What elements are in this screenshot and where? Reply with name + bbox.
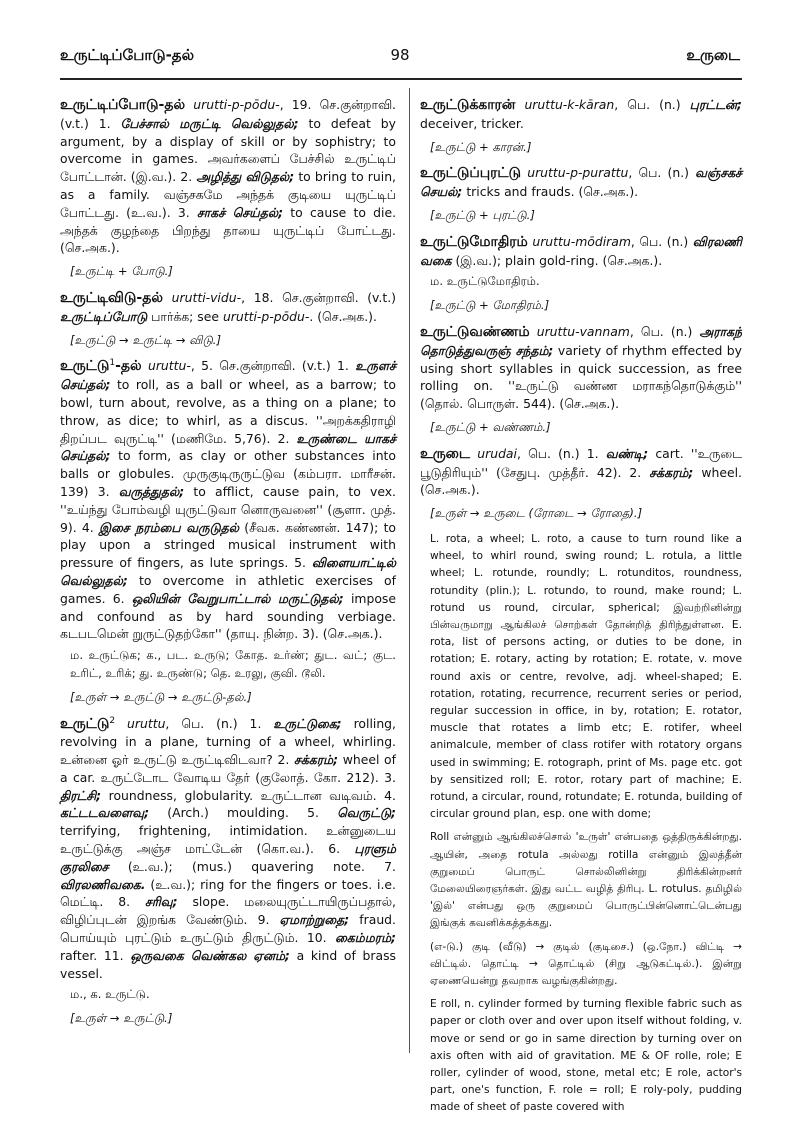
entry-uruttividu: [60, 289, 396, 349]
text: , பெ. (n.): [628, 165, 696, 181]
definition: சக்கரம்;: [294, 752, 339, 768]
text: , பெ. (n.): [614, 97, 690, 112]
etymology: [உருள் → உருட்டு.]: [70, 1011, 173, 1026]
text: wheel. (செ.அக.).: [420, 464, 742, 498]
headword: உருட்டுவண்ணம்: [420, 323, 530, 340]
text: (சீவக. கண்ணன். 147); to play upon a stringed musical instrument with pressure of fingers, as lute springs. 5.: [60, 519, 397, 571]
text: wheel of a car. உருட்டோட வோடிய தேர் (குலோத். கோ. 212). 3.: [60, 752, 397, 785]
text: to bring to ruin, as a family. வஞ்சகமே அந்தக் குடியை யுருட்டிப் போட்டது. (உ.வ.). 3.: [60, 169, 396, 220]
etymology-note-latin: L. rota, a wheel; L. roto, a cause to turn round like a wheel, to whirl round, swing round; L. rotula, a little wheel; L. rotunde, roundly; L. rotunditos, roundness, rotundity (plin.); L. rotundo, to round, make round; L. rotund us round, circular, spherical; இவற்றினின்று பின்வருமாறு ஆங்கிலச் சொற்கள் தோன்றித் திரிந்துள்ளன. E. rota, list of persons acting, or duties to be done, in rotation; E. rotary, acting by rotation; E. rotate, v. move round axis or centre, revolve, adj. wheel-shaped; E. rotation, rotating, recurrence, recurrent series or period, regular succession in office, in by, rotation; E. rotator, muscle that rotates a limb etc; E. rotifer, wheel animalcule, member of class rotifer with rotatory organs used in swimming; E. rotograph, print of Ms. page etc. got by sensitized roll; E. rotor, rotary part of machine; E. rotund, a circular, round, rotundate; E. rotunda, building of circular ground plan, esp. one with dome;: [430, 532, 742, 821]
etymology: [உருட்டு + மோதிரம்.]: [430, 298, 550, 313]
transliteration: urutti-p-pōdu-: [193, 97, 280, 112]
text: terrifying, frightening, intimidation. உன்னுடைய உருட்டுக்கு அஞ்ச மாட்டேன் (கொ.வ.). 6.: [60, 823, 396, 857]
entry-body: [420, 445, 742, 499]
etymology-note-roll: Roll என்னும் ஆங்கிலச்சொல் 'உருள்' என்பதை ஒத்திருக்கின்றது. ஆயின், அதை rotula அல்லது rotilla என்னும் இலத்தீன் குறுமைப் பொருட் சொல்லினின்று திரிக்கின்றனர் மேலையிரைஞர்கள். இது வட்ட வழித் திரிபு. L. rotulus. தமிழில் 'இல்' என்பது ஒரு குறுமைப் பொருட்பின்னொட்டென்பது இங்குக் கவனிக்கத்தக்கது.: [430, 831, 742, 930]
page-number: 98: [390, 46, 410, 64]
text: (உ.வ.); ring for the fingers or toes. i.e. மெட்டி. 8.: [60, 876, 396, 910]
transliteration: uruttu-vannam: [536, 323, 630, 339]
header-rule: [60, 78, 742, 80]
entry-body: [420, 164, 742, 201]
definition: சாகச் செய்தல்;: [196, 204, 284, 220]
text: பார்க்க; see: [147, 308, 223, 324]
text: (இ.வ.); plain gold-ring. (செ.அக.).: [451, 252, 663, 268]
homonym-number: 1: [109, 358, 116, 369]
definition: சரிவு;: [144, 894, 178, 910]
running-head-right: உருடை: [686, 46, 740, 64]
definition: உருளச் செய்தல்;: [60, 358, 396, 393]
text: . (செ.அக.).: [309, 308, 377, 324]
entry-uruttuppurattu: [420, 164, 742, 224]
headword: உருட்டுப்புரட்டு: [420, 165, 522, 182]
definition: புரளும் குரலிசை: [60, 841, 396, 874]
transliteration: urudai: [477, 445, 517, 461]
entry-uruttu-noun: [60, 715, 396, 1029]
homonym-number: 2: [109, 715, 116, 726]
text: , பெ. (n.): [630, 233, 693, 249]
text: (Arch.) moulding. 5.: [149, 805, 338, 821]
text: to cause to die. அந்தக் குழந்தை பிறந்து தாயை யுருட்டிப் போட்டது. (செ.அக.).: [60, 204, 397, 256]
headword: உருட்டு: [60, 358, 110, 375]
text: variety of rhythm effected by using short syllables in quick succession, as free rolling on. ''உருட்டு வண்ண மராகந்தொடுக்கும்'' (தொல். பொருள். 544). (செ.அக.).: [420, 342, 742, 412]
text: , 19. செ.குன்றாவி. (v.t.) 1.: [60, 97, 396, 131]
definition: பேச்சால் மருட்டி வெல்லுதல்;: [120, 115, 299, 131]
cognates: ம., க. உருட்டு.: [70, 987, 150, 1002]
right-column: [420, 96, 742, 1125]
etymology-note-english: E roll, n. cylinder formed by turning flexible fabric such as paper or cloth over and over upon itself without folding, v. move or send or go in same direction by turning over on axis often with aid of gravitation. ME & OF rolle, role; E roller, cylinder of wood, stone, metal etc; E role, actor's part, one's function, F. role = roll; E roly-poly, pudding made of sheet of paste covered with: [430, 998, 742, 1114]
entry-uruttukkaran: [420, 96, 742, 156]
definition: ஒலியின் வேறுபாட்டால் மருட்டுதல்;: [131, 590, 344, 606]
text: roundness, globularity. உருட்டான வடிவம். 4.: [101, 787, 396, 803]
headword: உருட்டு: [60, 715, 110, 732]
definition: ஏமாற்றுதை;: [279, 912, 350, 928]
transliteration: uruttu-p-purattu: [527, 165, 629, 181]
entry-body: [60, 96, 396, 257]
etymology: [உருட்டு + காரன்.]: [430, 139, 532, 154]
text: , 5. செ.குன்றாவி. (v.t.) 1.: [190, 358, 356, 374]
column-divider: [409, 88, 410, 1053]
cognates: ம. உருட்டுக; க., பட. உருடு; கோத. உர்ண்; துட. வட்; குட. உரிட், உரிக்; து. உருண்டு; தெ. உரலு, குவி. டூலி.: [70, 648, 396, 680]
text: to form, as clay or other substances into balls or globules. முருகுடிருருட்டுவ (கம்பரா. மாரீசன். 139) 3.: [60, 448, 396, 499]
text: deceiver, tricker.: [420, 115, 524, 131]
transliteration: urutti-vidu-: [171, 289, 242, 305]
entry-urudai: [420, 445, 742, 1117]
entry-uruttu-verb: [60, 357, 396, 706]
entry-body: [420, 96, 742, 133]
text: tricks and frauds. (செ.அக.).: [462, 184, 639, 200]
text: rafter. 11.: [60, 947, 131, 963]
etymology: [உருட்டு + வண்ணம்.]: [430, 419, 551, 434]
text: , 18. செ.குன்றாவி. (v.t.): [241, 289, 396, 305]
text: to roll, as a ball or wheel, as a barrow; to bowl, turn about, revolve, as a thing on a plane; to throw, as dice; to whirl, as a discus. ''அறக்கதிராழி திறப்பட வுருட்டி'' (மணிமே. 5,76). 2.: [60, 377, 396, 446]
page-header: [60, 46, 740, 70]
entry-body: [420, 323, 742, 413]
left-column: [60, 96, 396, 1036]
etymology-note-example: (எ-டு.) குடி (வீடு) → குடில் (குடிசை.) (ஒ.நோ.) விட்டி → விட்டில். தொட்டி → தொட்டில் (சிறு ஆடுகட்டில்.). இன்று ஏணையென்று தவறாக வழங்குகின்றது.: [430, 940, 742, 988]
etymology: [உருள் → உருடை (ரோடை → ரோதை).]: [430, 506, 643, 521]
definition: சக்கரம்;: [649, 464, 694, 480]
entry-body: [60, 289, 396, 326]
headword: உருட்டுமோதிரம்: [420, 233, 528, 250]
etymology: [உருட்டி + போடு.]: [70, 264, 173, 279]
text: , பெ. (n.): [629, 323, 700, 339]
definition: வருத்துதல்;: [118, 483, 185, 499]
definition: வண்டி;: [605, 445, 649, 461]
etymology: [உருள் → உருட்டு → உருட்டு-தல்.]: [70, 689, 252, 704]
text: to overcome in athletic exercises of games. 6.: [60, 572, 396, 606]
text: to afflict, cause pain, to vex. ''உய்ந்து போம்வழி யுருட்டுவா னொருவனை'' (சூளா. முத். 9). 4.: [60, 483, 396, 535]
definition: விரலணி வகை: [420, 233, 742, 268]
headword: உருட்டிவிடு-தல்: [60, 289, 163, 306]
text: cart. ''உருடை பூடுதிரியும்'' (சேதுபு. முத்தீர். 42). 2.: [420, 445, 742, 480]
text: , பெ. (n.) 1.: [516, 445, 606, 461]
definition: கைம்மரம்;: [335, 930, 396, 946]
definition: கட்டடவளைவு;: [60, 805, 150, 821]
transliteration: uruttu: [127, 715, 166, 731]
text: rolling, revolving in a plane, turning of a wheel, whirling. உன்னை ஓர் உருட்டு உருட்டிவிடவா? 2.: [60, 715, 396, 768]
etymology-notes: [430, 531, 742, 1117]
headword-suffix: -தல்: [115, 358, 142, 375]
text: impose and confound as by hard sounding verbiage. கடபடமென் றுருட்டுதற்கோ'' (தாயு. நின்ற. 3). (செ.அக.).: [60, 590, 396, 642]
definition: அழித்து விடுதல்;: [196, 169, 295, 185]
entry-uruttippodu: [60, 96, 396, 281]
transliteration: uruttu-mōdiram: [532, 233, 631, 249]
definition: இசை நரம்பை வருடுதல்: [99, 519, 239, 535]
text: fraud. பொய்யும் புரட்டும் உருட்டும் திருட்டும். 10.: [60, 912, 396, 946]
entry-body: [60, 715, 396, 983]
definition: விரலணிவகை.: [60, 876, 146, 892]
etymology: [உருட்டு + புரட்டு.]: [430, 207, 535, 222]
cognates: ம. உருட்டுமோதிரம்.: [430, 274, 540, 289]
transliteration: urutti-p-pōdu-: [222, 308, 310, 324]
text: a kind of brass vessel.: [60, 947, 396, 981]
headword: உருட்டிப்போடு-தல்: [60, 97, 186, 113]
text: (உ.வ.); (mus.) quavering note. 7.: [108, 858, 396, 874]
text: slope. மலையுருட்டாயிருப்பதால், விழிப்புடன் இறங்க வேண்டும். 9.: [60, 894, 396, 928]
etymology: [உருட்டு → உருட்டி → விடு.]: [70, 332, 221, 347]
definition: உருண்டை யாகச் செய்தல்;: [60, 430, 396, 464]
transliteration: uruttu-k-kāran: [524, 97, 615, 112]
definition: உருட்டுகை;: [273, 715, 342, 731]
text: , பெ. (n.) 1.: [165, 715, 274, 731]
entry-uruttumodiram: [420, 233, 742, 315]
entry-body: [60, 357, 396, 643]
definition: வஞ்சகச் செயல்;: [420, 165, 742, 200]
entry-uruttuvannam: [420, 323, 742, 437]
entry-body: [420, 233, 742, 270]
definition: வெருட்டு;: [337, 805, 396, 821]
definition: விளையாட்டில் வெல்லுதல்;: [60, 555, 396, 588]
headword: உருட்டுக்காரன்: [420, 97, 516, 113]
definition: அராகந் தொடுத்துவருஞ் சந்தம்;: [420, 323, 742, 358]
definition: புரட்டன்;: [689, 97, 742, 112]
running-head-left: உருட்டிப்போடு-தல்: [60, 46, 195, 64]
text: to defeat by argument, by a display of skill or by sophistry; to overcome in games. அவர்களைப் பேச்சில் உருட்டிப் போட்டான். (இ.வ.). 2.: [60, 115, 396, 185]
headword: உருடை: [420, 445, 471, 462]
definition: ஒருவகை வெண்கல ஏனம்;: [130, 947, 290, 963]
definition: திரட்சி;: [60, 787, 102, 803]
definition: உருட்டிப்போடு: [60, 308, 148, 324]
transliteration: uruttu-: [147, 358, 191, 374]
